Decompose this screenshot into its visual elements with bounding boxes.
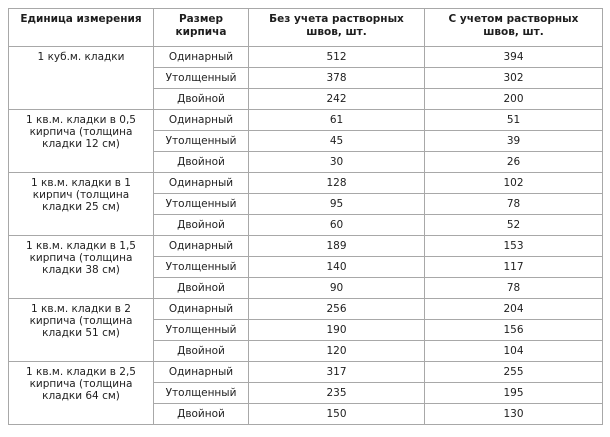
unit-cell: 1 кв.м. кладки в 2,5 кирпича (толщина кладки 64 см) — [9, 362, 154, 425]
without-joints-cell: 120 — [249, 341, 425, 362]
with-joints-cell: 104 — [425, 341, 603, 362]
without-joints-cell: 242 — [249, 89, 425, 110]
header-unit: Единица измерения — [9, 9, 154, 47]
unit-cell: 1 кв.м. кладки в 1,5 кирпича (толщина кладки 38 см) — [9, 236, 154, 299]
brick-size-cell: Утолщенный — [154, 131, 249, 152]
table-row — [9, 47, 603, 68]
without-joints-cell: 378 — [249, 68, 425, 89]
brick-size-cell: Одинарный — [154, 47, 249, 68]
unit-cell: 1 кв.м. кладки в 0,5 кирпича (толщина кладки 12 см) — [9, 110, 154, 173]
header-brick-size: Размер кирпича — [154, 9, 249, 47]
brick-size-cell: Двойной — [154, 89, 249, 110]
with-joints-cell: 130 — [425, 404, 603, 425]
brick-size-cell: Двойной — [154, 404, 249, 425]
header-with-joints: С учетом растворных швов, шт. — [425, 9, 603, 47]
with-joints-cell: 302 — [425, 68, 603, 89]
table-row — [9, 173, 603, 194]
brick-size-cell: Одинарный — [154, 299, 249, 320]
brick-size-cell: Двойной — [154, 152, 249, 173]
brick-size-cell: Двойной — [154, 278, 249, 299]
header-without-joints: Без учета растворных швов, шт. — [249, 9, 425, 47]
without-joints-cell: 150 — [249, 404, 425, 425]
without-joints-cell: 140 — [249, 257, 425, 278]
brick-size-cell: Одинарный — [154, 236, 249, 257]
brick-size-cell: Утолщенный — [154, 257, 249, 278]
with-joints-cell: 26 — [425, 152, 603, 173]
without-joints-cell: 512 — [249, 47, 425, 68]
with-joints-cell: 102 — [425, 173, 603, 194]
without-joints-cell: 189 — [249, 236, 425, 257]
without-joints-cell: 256 — [249, 299, 425, 320]
with-joints-cell: 52 — [425, 215, 603, 236]
table-row — [9, 236, 603, 257]
brick-size-cell: Одинарный — [154, 110, 249, 131]
brick-size-cell: Двойной — [154, 215, 249, 236]
without-joints-cell: 90 — [249, 278, 425, 299]
brick-quantity-table — [8, 8, 603, 425]
table-row — [9, 110, 603, 131]
with-joints-cell: 39 — [425, 131, 603, 152]
with-joints-cell: 156 — [425, 320, 603, 341]
header-row — [9, 9, 603, 47]
without-joints-cell: 190 — [249, 320, 425, 341]
without-joints-cell: 60 — [249, 215, 425, 236]
brick-size-cell: Утолщенный — [154, 383, 249, 404]
brick-size-cell: Одинарный — [154, 362, 249, 383]
with-joints-cell: 51 — [425, 110, 603, 131]
brick-size-cell: Утолщенный — [154, 320, 249, 341]
with-joints-cell: 153 — [425, 236, 603, 257]
unit-cell: 1 кв.м. кладки в 2 кирпича (толщина кладки 51 см) — [9, 299, 154, 362]
table-row — [9, 362, 603, 383]
with-joints-cell: 195 — [425, 383, 603, 404]
unit-cell: 1 кв.м. кладки в 1 кирпич (толщина кладки 25 см) — [9, 173, 154, 236]
without-joints-cell: 95 — [249, 194, 425, 215]
brick-size-cell: Одинарный — [154, 173, 249, 194]
brick-size-cell: Утолщенный — [154, 68, 249, 89]
brick-size-cell: Двойной — [154, 341, 249, 362]
with-joints-cell: 394 — [425, 47, 603, 68]
with-joints-cell: 117 — [425, 257, 603, 278]
with-joints-cell: 255 — [425, 362, 603, 383]
unit-cell: 1 куб.м. кладки — [9, 47, 154, 110]
with-joints-cell: 78 — [425, 278, 603, 299]
without-joints-cell: 128 — [249, 173, 425, 194]
without-joints-cell: 30 — [249, 152, 425, 173]
without-joints-cell: 45 — [249, 131, 425, 152]
table-row — [9, 299, 603, 320]
with-joints-cell: 78 — [425, 194, 603, 215]
with-joints-cell: 204 — [425, 299, 603, 320]
without-joints-cell: 235 — [249, 383, 425, 404]
without-joints-cell: 317 — [249, 362, 425, 383]
without-joints-cell: 61 — [249, 110, 425, 131]
brick-size-cell: Утолщенный — [154, 194, 249, 215]
with-joints-cell: 200 — [425, 89, 603, 110]
